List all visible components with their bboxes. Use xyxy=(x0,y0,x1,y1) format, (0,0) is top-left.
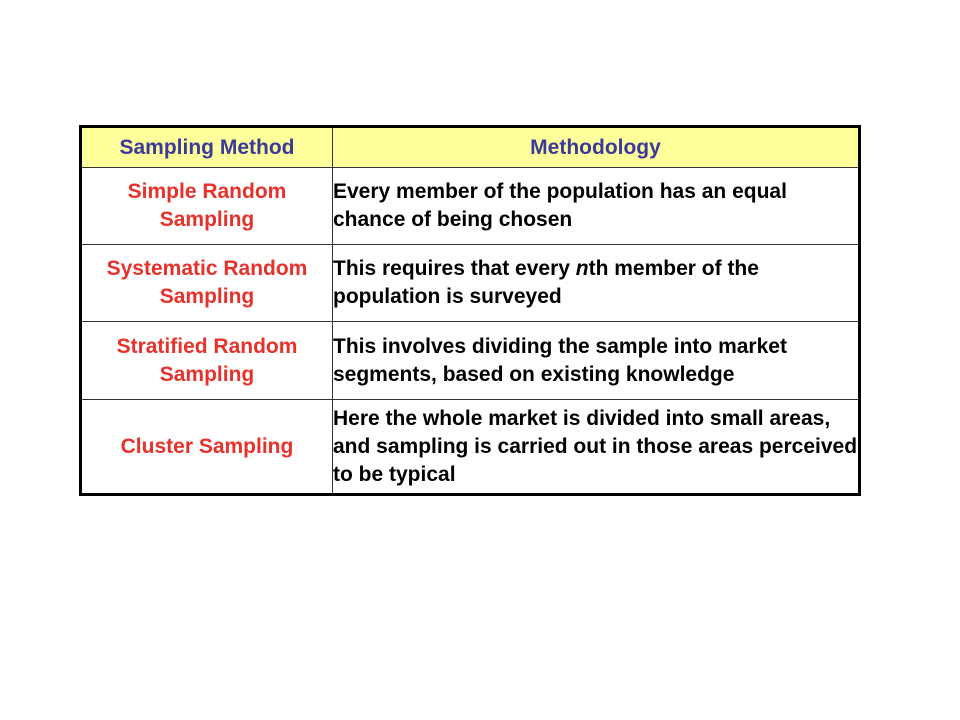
nth-emphasis: n xyxy=(575,257,589,280)
table-row xyxy=(81,400,860,495)
methodology-text: Every member of the population has an equal chance of being chosen xyxy=(333,168,860,245)
table-row xyxy=(81,245,860,322)
methodology-text: Here the whole market is divided into small areas, and sampling is carried out in those areas perceived to be typical xyxy=(333,400,860,495)
table-row xyxy=(81,322,860,400)
method-name: Cluster Sampling xyxy=(81,400,333,495)
method-name: Systematic Random Sampling xyxy=(81,245,333,322)
methodology-text-end: th member of the population is surveyed xyxy=(333,257,759,308)
sampling-methods-table xyxy=(79,125,861,496)
methodology-text: This involves dividing the sample into market segments, based on existing knowledge xyxy=(333,322,860,400)
method-name: Stratified Random Sampling xyxy=(81,322,333,400)
header-methodology: Methodology xyxy=(333,127,860,168)
methodology-text-start: This requires that every xyxy=(333,257,576,280)
header-sampling-method: Sampling Method xyxy=(81,127,333,168)
methodology-text xyxy=(333,245,860,322)
table-header-row xyxy=(81,127,860,168)
table-row xyxy=(81,168,860,245)
method-name: Simple Random Sampling xyxy=(81,168,333,245)
